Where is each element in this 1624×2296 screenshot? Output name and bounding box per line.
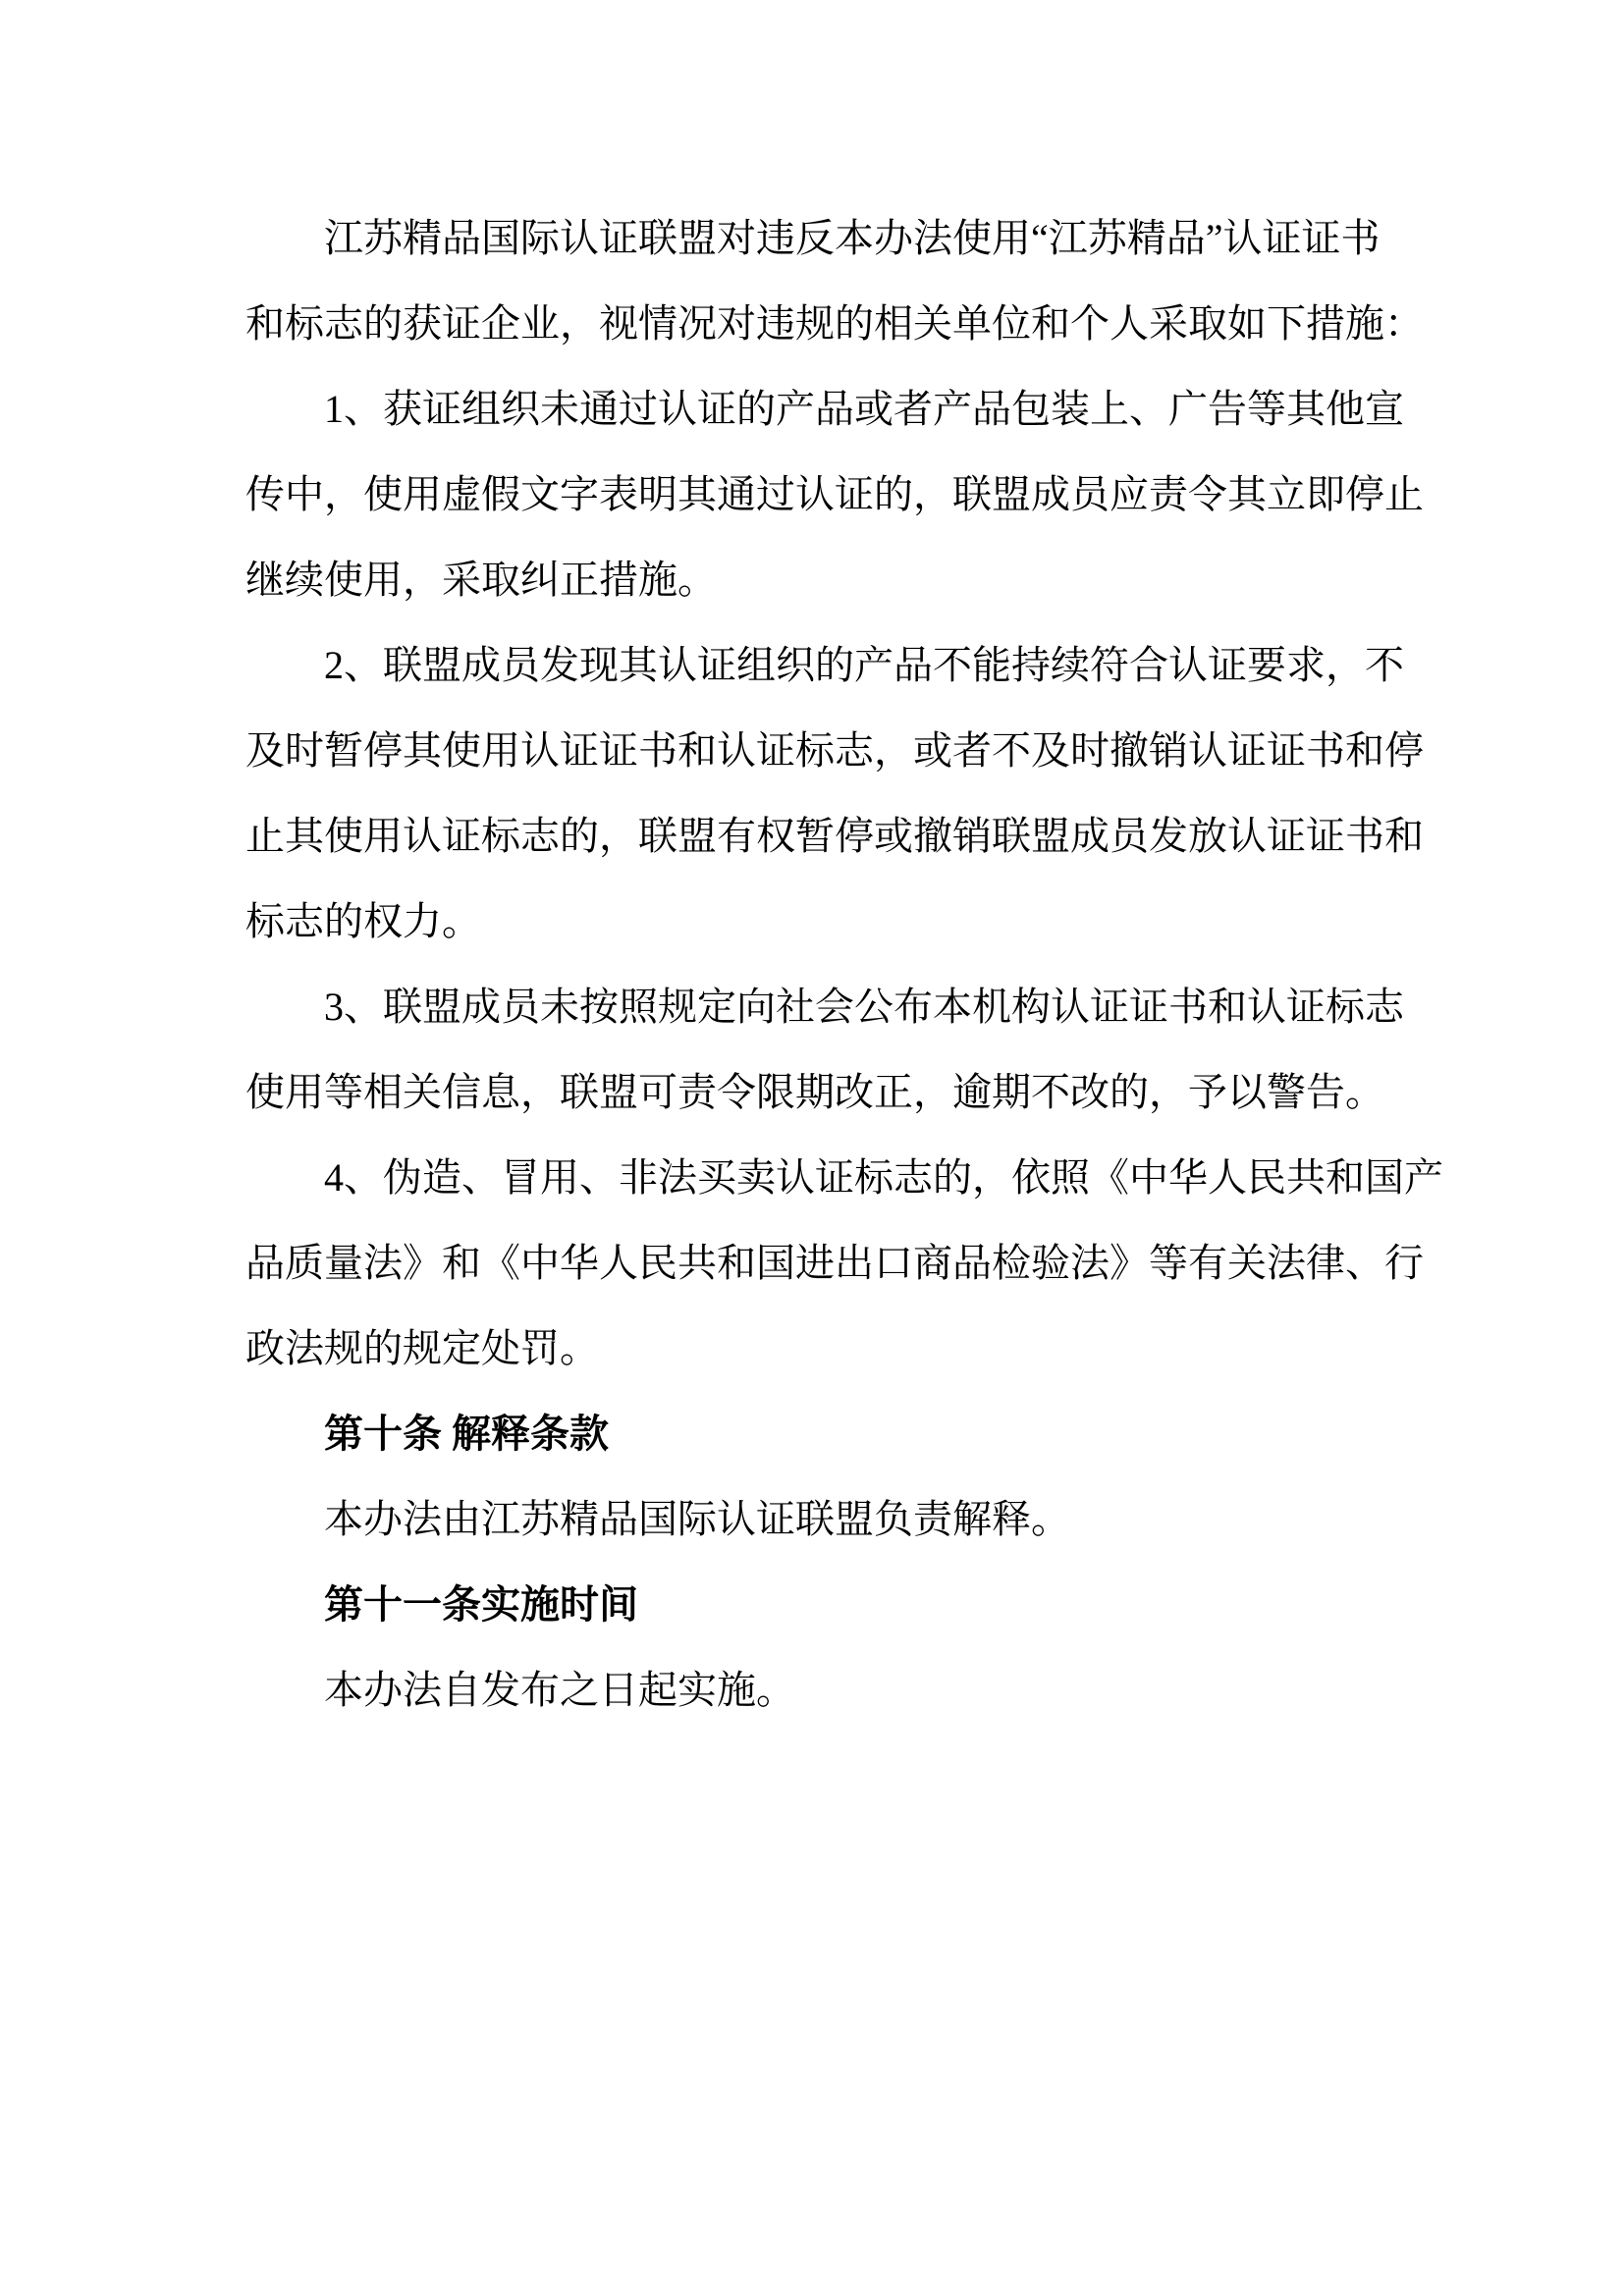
- text-line: 传中，使用虚假文字表明其通过认证的，联盟成员应责令其立即停止: [245, 472, 1424, 516]
- text-line: 本办法自发布之日起实施。: [324, 1668, 795, 1712]
- section-heading: 第十条 解释条款: [324, 1412, 609, 1456]
- text-line: 政法规的规定处罚。: [245, 1326, 599, 1370]
- text-line: 3、联盟成员未按照规定向社会公布本机构认证证书和认证标志: [324, 985, 1404, 1029]
- text-line: 继续使用，采取纠正措施。: [245, 558, 717, 602]
- text-line: 4、伪造、冒用、非法买卖认证标志的，依照《中华人民共和国产: [324, 1155, 1443, 1200]
- text-line: 本办法由江苏精品国际认证联盟负责解释。: [324, 1497, 1070, 1541]
- document-body: [245, 192, 1443, 1730]
- text-line: 2、联盟成员发现其认证组织的产品不能持续符合认证要求，不: [324, 643, 1404, 687]
- text-line: 使用等相关信息，联盟可责令限期改正，逾期不改的，予以警告。: [245, 1070, 1384, 1114]
- section-heading: 第十一条实施时间: [324, 1582, 638, 1627]
- text-line: 和标志的获证企业，视情况对违规的相关单位和个人采取如下措施：: [245, 301, 1424, 346]
- text-line: 1、获证组织未通过认证的产品或者产品包装上、广告等其他宣: [324, 387, 1404, 431]
- text-line: 江苏精品国际认证联盟对违反本办法使用“江苏精品”认证证书: [324, 216, 1380, 260]
- text-line: 止其使用认证标志的，联盟有权暂停或撤销联盟成员发放认证证书和: [245, 814, 1424, 858]
- text-line: 及时暂停其使用认证证书和认证标志，或者不及时撤销认证证书和停: [245, 728, 1424, 773]
- text-line: 品质量法》和《中华人民共和国进出口商品检验法》等有关法律、行: [245, 1241, 1424, 1285]
- text-line: 标志的权力。: [245, 899, 481, 943]
